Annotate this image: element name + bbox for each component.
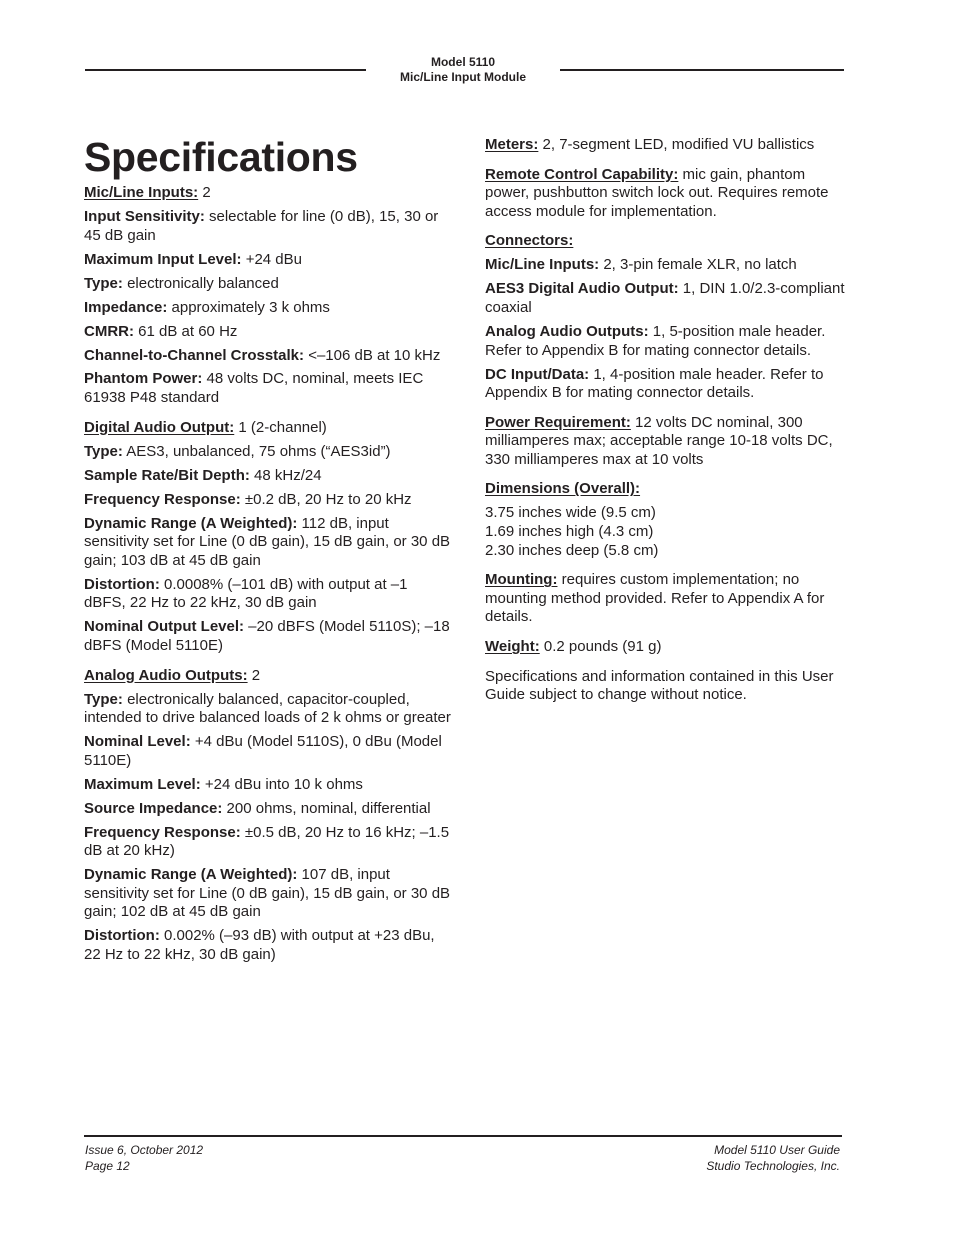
spec-weight: Weight: 0.2 pounds (91 g) [485,638,662,656]
spec-connector-analog-outputs: Analog Audio Outputs: 1, 5-position male header. Refer to Appendix B for mating connector details. [485,322,826,359]
dimension-height: 1.69 inches high (4.3 cm) [485,523,654,541]
spec-analog-distortion: Distortion: 0.002% (–93 dB) with output at +23 dBu, 22 Hz to 22 kHz, 30 dB gain) [84,927,435,963]
page-title: Specifications [84,134,358,180]
spec-maximum-level: Maximum Level: +24 dBu into 10 k ohms [84,775,363,793]
spec-sample-rate: Sample Rate/Bit Depth: 48 kHz/24 [84,466,322,484]
spec-source-impedance: Source Impedance: 200 ohms, nominal, differential [84,799,431,817]
header-rule-left [85,69,366,71]
footer-page-number: Page 12 [85,1158,130,1173]
footer-rule [84,1135,842,1137]
spec-remote-control: Remote Control Capability: mic gain, phantom power, pushbutton switch lock out. Requires remote access module for implementation. [485,165,829,220]
spec-crosstalk: Channel-to-Channel Crosstalk: <–106 dB at 10 kHz [84,346,441,364]
spec-dimensions-values [485,504,847,560]
spec-nominal-output-level: Nominal Output Level: –20 dBFS (Model 5110S); –18 dBFS (Model 5110E) [84,618,450,654]
footer-right [706,1143,840,1174]
spec-mounting: Mounting: requires custom implementation; no mounting method provided. Refer to Appendix A for details. [485,571,825,626]
spec-impedance: Impedance: approximately 3 k ohms [84,298,330,316]
header-rule-right [560,69,844,71]
spec-mic-line-inputs: Mic/Line Inputs: 2 [84,184,211,201]
left-column [84,184,452,970]
footer-left [85,1143,203,1174]
footer-guide-title: Model 5110 User Guide [714,1143,840,1157]
dimension-width: 3.75 inches wide (9.5 cm) [485,504,656,522]
spec-maximum-input-level: Maximum Input Level: +24 dBu [84,250,302,268]
spec-input-sensitivity: Input Sensitivity: selectable for line (0 dB), 15, 30 or 45 dB gain [84,207,439,244]
spec-analog-audio-outputs: Analog Audio Outputs: 2 [84,666,261,684]
spec-phantom-power: Phantom Power: 48 volts DC, nominal, meets IEC 61938 P48 standard [84,370,424,407]
header-subtitle: Mic/Line Input Module [400,70,526,84]
spec-power-requirement: Power Requirement: 12 volts DC nominal, 300 milliamperes max; acceptable range 10-18 volts DC, 330 milliamperes max at 10 volts [485,413,833,468]
spec-digital-type: Type: AES3, unbalanced, 75 ohms (“AES3id”) [84,442,391,460]
dimension-depth: 2.30 inches deep (5.8 cm) [485,541,659,559]
spec-digital-dynamic-range: Dynamic Range (A Weighted): 112 dB, input sensitivity set for Line (0 dB gain), 15 dB gain, or 30 dB gain; 103 dB at 45 dB gain [84,514,451,569]
spec-disclaimer: Specifications and information contained in this User Guide subject to change without notice. [485,667,834,704]
spec-connector-dc-input: DC Input/Data: 1, 4-position male header. Refer to Appendix B for mating connector details. [485,365,824,402]
spec-analog-dynamic-range: Dynamic Range (A Weighted): 107 dB, input sensitivity set for Line (0 dB gain), 15 dB gain, or 30 dB gain; 102 dB at 45 dB gain [84,866,451,921]
spec-digital-frequency-response: Frequency Response: ±0.2 dB, 20 Hz to 20 kHz [84,490,412,508]
spec-analog-frequency-response: Frequency Response: ±0.5 dB, 20 Hz to 16 kHz; –1.5 dB at 20 kHz) [84,823,450,860]
spec-connector-mic-line: Mic/Line Inputs: 2, 3-pin female XLR, no latch [485,256,797,274]
footer-company: Studio Technologies, Inc. [706,1158,840,1173]
spec-digital-audio-output: Digital Audio Output: 1 (2-channel) [84,418,327,436]
running-header [366,55,560,85]
spec-nominal-level: Nominal Level: +4 dBu (Model 5110S), 0 dBu (Model 5110E) [84,733,442,769]
spec-connector-aes3: AES3 Digital Audio Output: 1, DIN 1.0/2.3-compliant coaxial [485,280,845,316]
spec-analog-type: Type: electronically balanced, capacitor-coupled, intended to drive balanced loads of 2 k ohms or greater [84,690,451,727]
spec-meters: Meters: 2, 7-segment LED, modified VU ballistics [485,136,815,153]
footer-issue: Issue 6, October 2012 [85,1143,204,1157]
spec-digital-distortion: Distortion: 0.0008% (–101 dB) with output at –1 dBFS, 22 Hz to 22 kHz, 30 dB gain [84,575,408,612]
spec-input-type: Type: electronically balanced [84,274,279,292]
spec-dimensions: Dimensions (Overall): [485,480,641,498]
spec-connectors: Connectors: [485,232,574,250]
spec-cmrr: CMRR: 61 dB at 60 Hz [84,322,238,340]
right-column [485,136,847,710]
header-model: Model 5110 [430,55,496,69]
